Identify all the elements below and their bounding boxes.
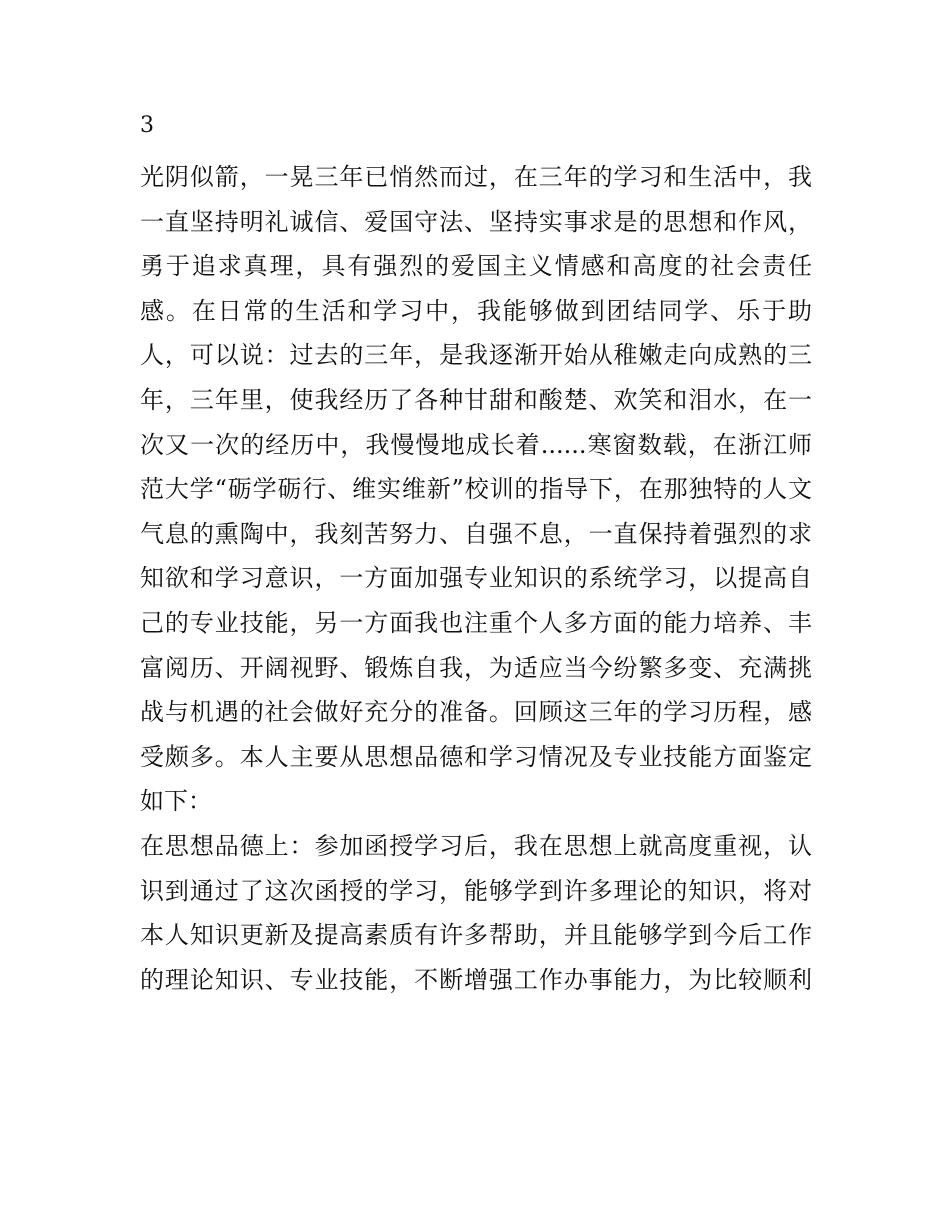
- text-line: 次又一次的经历中，我慢慢地成长着......寒窗数载，在浙江师: [140, 430, 812, 459]
- text-line: 勇于追求真理，具有强烈的爱国主义情感和高度的社会责任: [140, 252, 812, 281]
- text-line: 受颇多。本人主要从思想品德和学习情况及专业技能方面鉴定: [140, 742, 812, 771]
- body-text: [140, 155, 812, 1002]
- text-line: 感。在日常的生活和学习中，我能够做到团结同学、乐于助: [140, 296, 812, 325]
- text-line: 一直坚持明礼诚信、爱国守法、坚持实事求是的思想和作风，: [140, 207, 812, 236]
- text-line: 气息的熏陶中，我刻苦努力、自强不息，一直保持着强烈的求: [140, 519, 812, 548]
- text-line: 如下：: [140, 787, 212, 816]
- text-line: 光阴似箭，一晃三年已悄然而过，在三年的学习和生活中，我: [140, 163, 812, 191]
- text-line: 本人知识更新及提高素质有许多帮助，并且能够学到今后工作: [140, 921, 812, 950]
- text-line: 人，可以说：过去的三年，是我逐渐开始从稚嫩走向成熟的三: [140, 341, 812, 370]
- page-number: 3: [140, 113, 154, 138]
- text-line: 年，三年里，使我经历了各种甘甜和酸楚、欢笑和泪水，在一: [140, 385, 812, 414]
- text-line: 的理论知识、专业技能，不断增强工作办事能力，为比较顺利: [140, 965, 812, 994]
- text-line: 知欲和学习意识，一方面加强专业知识的系统学习，以提高自: [140, 564, 812, 593]
- text-line: 己的专业技能，另一方面我也注重个人多方面的能力培养、丰: [140, 608, 812, 637]
- text-line: 战与机遇的社会做好充分的准备。回顾这三年的学习历程，感: [140, 698, 812, 727]
- text-line: 富阅历、开阔视野、锻炼自我，为适应当今纷繁多变、充满挑: [140, 653, 812, 682]
- text-line: 识到通过了这次函授的学习，能够学到许多理论的知识，将对: [140, 876, 812, 905]
- text-line: 范大学“砺学砺行、维实维新”校训的指导下，在那独特的人文: [140, 475, 812, 504]
- text-line: 在思想品德上：参加函授学习后，我在思想上就高度重视，认: [140, 831, 812, 860]
